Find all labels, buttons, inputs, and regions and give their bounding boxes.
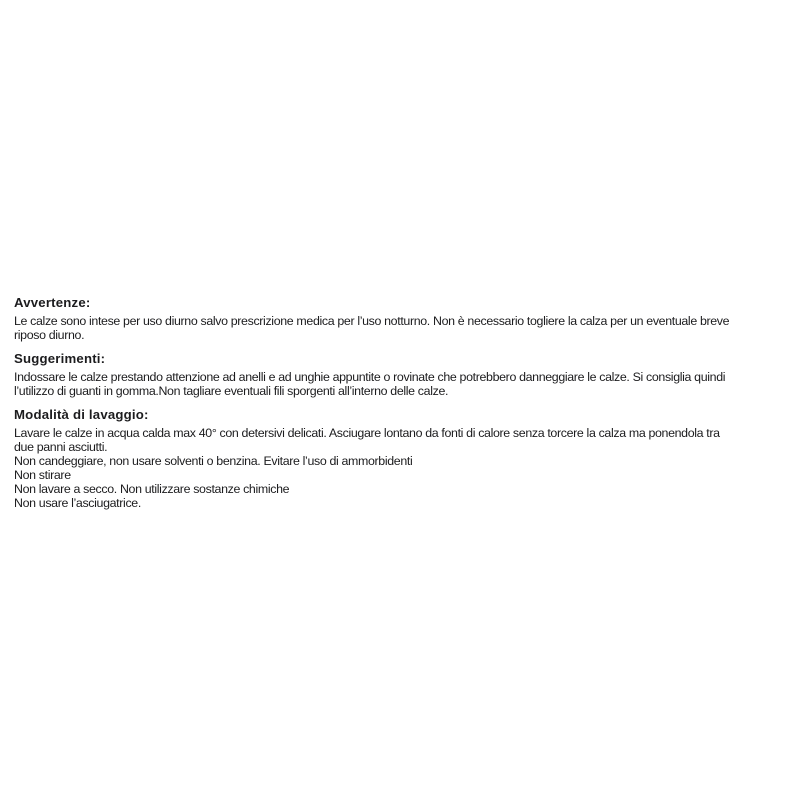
text-line: l’utilizzo di guanti in gomma.Non tagliare eventuali fili sporgenti all’interno delle calze.: [14, 384, 449, 398]
section-avvertenze: [14, 296, 800, 342]
text-line: Le calze sono intese per uso diurno salvo prescrizione medica per l’uso notturno. Non è necessario togliere la calza per un eventuale breve: [14, 314, 730, 328]
text-line: Non stirare: [14, 468, 71, 482]
section-heading-modalita-di-lavaggio: Modalità di lavaggio:: [14, 407, 149, 422]
text-line: riposo diurno.: [14, 328, 85, 342]
section-heading-suggerimenti: Suggerimenti:: [14, 351, 106, 366]
section-heading-avvertenze: Avvertenze:: [14, 295, 91, 310]
text-line: Indossare le calze prestando attenzione ad anelli e ad unghie appuntite o rovinate che potrebbero danneggiare le calze. Si consiglia quindi: [14, 370, 726, 384]
text-line: Lavare le calze in acqua calda max 40° con detersivi delicati. Asciugare lontano da fonti di calore senza torcere la calza ma ponendola tra: [14, 426, 720, 440]
section-modalita-di-lavaggio: [14, 408, 800, 510]
text-line: Non candeggiare, non usare solventi o benzina. Evitare l’uso di ammorbidenti: [14, 454, 413, 468]
section-suggerimenti: [14, 352, 800, 398]
text-line: Non lavare a secco. Non utilizzare sostanze chimiche: [14, 482, 290, 496]
text-line: due panni asciutti.: [14, 440, 108, 454]
text-line: Non usare l’asciugatrice.: [14, 496, 141, 510]
care-instructions-document: [14, 296, 800, 510]
